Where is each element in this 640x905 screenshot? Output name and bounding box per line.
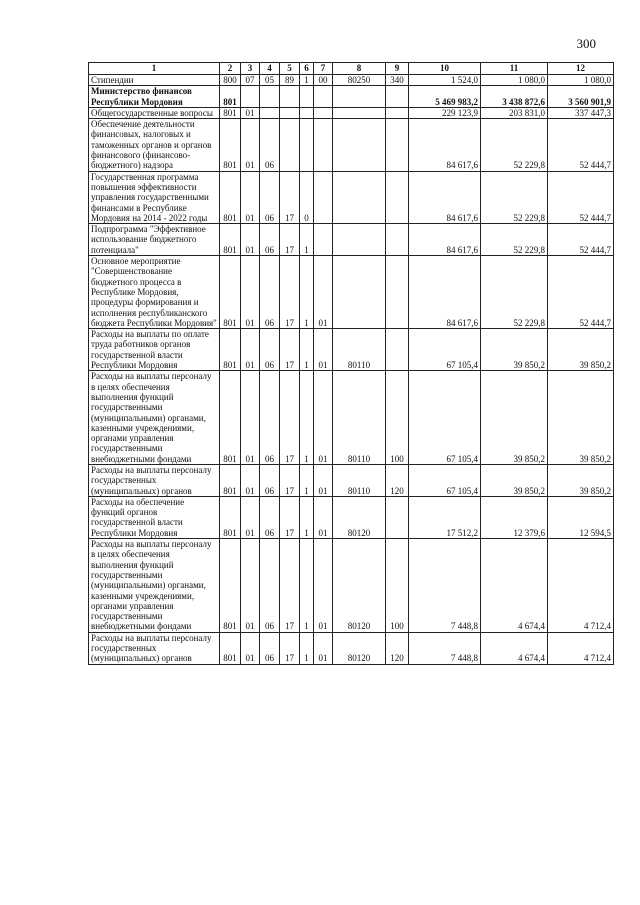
code-cell: 17 xyxy=(280,256,300,329)
page-number: 300 xyxy=(576,36,596,51)
amount-cell: 1 524,0 xyxy=(409,75,481,86)
column-header: 4 xyxy=(260,63,280,75)
code-cell xyxy=(314,224,333,256)
amount-cell: 52 229,8 xyxy=(481,224,548,256)
code-cell: 801 xyxy=(220,329,241,371)
row-name-cell: Министерство финансов Республики Мордовия xyxy=(89,86,220,108)
code-cell: 06 xyxy=(260,329,280,371)
code-cell xyxy=(333,119,386,171)
amount-cell: 3 438 872,6 xyxy=(481,86,548,108)
code-cell: 01 xyxy=(241,329,260,371)
row-name-cell: Общегосударственные вопросы xyxy=(89,107,220,118)
amount-cell: 39 850,2 xyxy=(481,464,548,496)
code-cell: 01 xyxy=(314,632,333,664)
code-cell: 00 xyxy=(314,75,333,86)
code-cell: 06 xyxy=(260,496,280,538)
code-cell: 801 xyxy=(220,632,241,664)
code-cell: 06 xyxy=(260,224,280,256)
amount-cell: 52 444,7 xyxy=(548,119,614,171)
row-name-cell: Государственная программа повышения эффективности управления государственными финансами в Республике Мордовия на 2014 - 2022 годы xyxy=(89,171,220,223)
code-cell xyxy=(260,107,280,118)
amount-cell: 12 379,6 xyxy=(481,496,548,538)
amount-cell: 229 123,9 xyxy=(409,107,481,118)
table-row xyxy=(89,464,614,496)
amount-cell: 39 850,2 xyxy=(548,371,614,465)
code-cell xyxy=(333,256,386,329)
code-cell: 120 xyxy=(386,632,409,664)
amount-cell: 4 674,4 xyxy=(481,632,548,664)
code-cell: 05 xyxy=(260,75,280,86)
table-row xyxy=(89,496,614,538)
amount-cell: 52 444,7 xyxy=(548,256,614,329)
code-cell: 01 xyxy=(314,256,333,329)
code-cell: 80120 xyxy=(333,496,386,538)
code-cell: 01 xyxy=(314,539,333,633)
row-name-cell: Подпрограмма "Эффективное использование бюджетного потенциала" xyxy=(89,224,220,256)
amount-cell: 3 560 901,9 xyxy=(548,86,614,108)
code-cell xyxy=(314,119,333,171)
code-cell: 01 xyxy=(241,496,260,538)
row-name-cell: Расходы на выплаты персоналу государственных (муниципальных) органов xyxy=(89,464,220,496)
code-cell: 1 xyxy=(300,256,314,329)
code-cell xyxy=(386,86,409,108)
amount-cell: 84 617,6 xyxy=(409,119,481,171)
code-cell: 01 xyxy=(314,329,333,371)
table-row xyxy=(89,86,614,108)
amount-cell: 5 469 983,2 xyxy=(409,86,481,108)
code-cell xyxy=(386,256,409,329)
code-cell: 17 xyxy=(280,632,300,664)
amount-cell: 52 229,8 xyxy=(481,119,548,171)
row-name-cell: Стипендии xyxy=(89,75,220,86)
code-cell: 801 xyxy=(220,464,241,496)
code-cell xyxy=(333,171,386,223)
code-cell: 1 xyxy=(300,329,314,371)
code-cell: 06 xyxy=(260,171,280,223)
code-cell xyxy=(280,107,300,118)
column-header: 2 xyxy=(220,63,241,75)
code-cell: 801 xyxy=(220,107,241,118)
code-cell: 01 xyxy=(314,464,333,496)
code-cell: 1 xyxy=(300,75,314,86)
code-cell: 80110 xyxy=(333,329,386,371)
code-cell: 1 xyxy=(300,496,314,538)
amount-cell: 67 105,4 xyxy=(409,464,481,496)
amount-cell: 52 229,8 xyxy=(481,171,548,223)
code-cell: 17 xyxy=(280,496,300,538)
code-cell: 1 xyxy=(300,539,314,633)
code-cell: 800 xyxy=(220,75,241,86)
table-row xyxy=(89,329,614,371)
code-cell: 100 xyxy=(386,539,409,633)
code-cell: 06 xyxy=(260,632,280,664)
row-name-cell: Расходы на выплаты персоналу в целях обеспечения выполнения функций государственными (муниципальными) органами, казенными учреждениями, органами управления государственными внебюджетными фондами xyxy=(89,371,220,465)
amount-cell: 39 850,2 xyxy=(548,464,614,496)
row-name-cell: Расходы на обеспечение функций органов государственной власти Республики Мордовия xyxy=(89,496,220,538)
code-cell: 06 xyxy=(260,539,280,633)
code-cell xyxy=(314,107,333,118)
column-header: 6 xyxy=(300,63,314,75)
column-header: 11 xyxy=(481,63,548,75)
amount-cell: 1 080,0 xyxy=(481,75,548,86)
amount-cell: 52 229,8 xyxy=(481,256,548,329)
code-cell: 801 xyxy=(220,224,241,256)
table-row xyxy=(89,632,614,664)
code-cell xyxy=(386,171,409,223)
table-row xyxy=(89,371,614,465)
code-cell: 01 xyxy=(241,539,260,633)
amount-cell: 67 105,4 xyxy=(409,329,481,371)
code-cell: 07 xyxy=(241,75,260,86)
amount-cell: 337 447,3 xyxy=(548,107,614,118)
code-cell: 01 xyxy=(241,224,260,256)
code-cell: 801 xyxy=(220,86,241,108)
row-name-cell: Расходы на выплаты персоналу в целях обеспечения выполнения функций государственными (муниципальными) органами, казенными учреждениями, органами управления государственными внебюджетными фондами xyxy=(89,539,220,633)
column-header: 3 xyxy=(241,63,260,75)
code-cell: 17 xyxy=(280,539,300,633)
amount-cell: 39 850,2 xyxy=(548,329,614,371)
code-cell xyxy=(280,119,300,171)
code-cell: 17 xyxy=(280,464,300,496)
table-row xyxy=(89,539,614,633)
amount-cell: 203 831,0 xyxy=(481,107,548,118)
code-cell: 100 xyxy=(386,371,409,465)
code-cell xyxy=(333,107,386,118)
code-cell xyxy=(386,329,409,371)
code-cell xyxy=(386,119,409,171)
budget-table xyxy=(88,62,614,665)
code-cell: 80250 xyxy=(333,75,386,86)
code-cell: 1 xyxy=(300,224,314,256)
code-cell: 0 xyxy=(300,171,314,223)
code-cell: 801 xyxy=(220,256,241,329)
amount-cell: 12 594,5 xyxy=(548,496,614,538)
code-cell: 80110 xyxy=(333,464,386,496)
table-row xyxy=(89,224,614,256)
code-cell xyxy=(314,86,333,108)
code-cell xyxy=(260,86,280,108)
column-header: 1 xyxy=(89,63,220,75)
table-row xyxy=(89,107,614,118)
code-cell: 1 xyxy=(300,632,314,664)
code-cell: 17 xyxy=(280,329,300,371)
code-cell xyxy=(386,224,409,256)
code-cell: 80120 xyxy=(333,539,386,633)
code-cell: 01 xyxy=(314,371,333,465)
amount-cell: 84 617,6 xyxy=(409,171,481,223)
table-row xyxy=(89,171,614,223)
amount-cell: 52 444,7 xyxy=(548,171,614,223)
code-cell: 17 xyxy=(280,224,300,256)
amount-cell: 4 712,4 xyxy=(548,539,614,633)
amount-cell: 1 080,0 xyxy=(548,75,614,86)
code-cell: 06 xyxy=(260,119,280,171)
table-row xyxy=(89,256,614,329)
column-header: 7 xyxy=(314,63,333,75)
table-header-row xyxy=(89,63,614,75)
column-header: 9 xyxy=(386,63,409,75)
code-cell: 01 xyxy=(241,464,260,496)
column-header: 8 xyxy=(333,63,386,75)
code-cell: 01 xyxy=(241,171,260,223)
code-cell: 17 xyxy=(280,171,300,223)
code-cell: 01 xyxy=(241,107,260,118)
code-cell: 801 xyxy=(220,119,241,171)
code-cell: 01 xyxy=(241,256,260,329)
code-cell xyxy=(314,171,333,223)
code-cell xyxy=(333,224,386,256)
code-cell: 1 xyxy=(300,464,314,496)
code-cell xyxy=(300,86,314,108)
code-cell: 801 xyxy=(220,371,241,465)
amount-cell: 7 448,8 xyxy=(409,632,481,664)
code-cell: 340 xyxy=(386,75,409,86)
amount-cell: 52 444,7 xyxy=(548,224,614,256)
amount-cell: 84 617,6 xyxy=(409,256,481,329)
code-cell: 801 xyxy=(220,171,241,223)
code-cell xyxy=(386,107,409,118)
code-cell: 80110 xyxy=(333,371,386,465)
code-cell: 01 xyxy=(241,371,260,465)
code-cell: 80120 xyxy=(333,632,386,664)
code-cell xyxy=(300,119,314,171)
amount-cell: 4 674,4 xyxy=(481,539,548,633)
code-cell xyxy=(333,86,386,108)
code-cell: 801 xyxy=(220,496,241,538)
code-cell: 89 xyxy=(280,75,300,86)
table-row xyxy=(89,75,614,86)
amount-cell: 67 105,4 xyxy=(409,371,481,465)
code-cell: 06 xyxy=(260,464,280,496)
table-row xyxy=(89,119,614,171)
code-cell xyxy=(241,86,260,108)
row-name-cell: Расходы на выплаты персоналу государственных (муниципальных) органов xyxy=(89,632,220,664)
code-cell: 01 xyxy=(314,496,333,538)
amount-cell: 4 712,4 xyxy=(548,632,614,664)
code-cell: 01 xyxy=(241,632,260,664)
column-header: 10 xyxy=(409,63,481,75)
row-name-cell: Обеспечение деятельности финансовых, налоговых и таможенных органов и органов финансового (финансово-бюджетного) надзора xyxy=(89,119,220,171)
amount-cell: 7 448,8 xyxy=(409,539,481,633)
code-cell: 06 xyxy=(260,256,280,329)
column-header: 12 xyxy=(548,63,614,75)
code-cell: 17 xyxy=(280,371,300,465)
row-name-cell: Основное мероприятие "Совершенствование бюджетного процесса в Республике Мордовия, процедуры формирования и исполнения республиканского бюджета Республики Мордовия" xyxy=(89,256,220,329)
code-cell: 801 xyxy=(220,539,241,633)
column-header: 5 xyxy=(280,63,300,75)
row-name-cell: Расходы на выплаты по оплате труда работников органов государственной власти Республики Мордовия xyxy=(89,329,220,371)
code-cell: 1 xyxy=(300,371,314,465)
code-cell: 120 xyxy=(386,464,409,496)
amount-cell: 39 850,2 xyxy=(481,329,548,371)
code-cell xyxy=(280,86,300,108)
amount-cell: 17 512,2 xyxy=(409,496,481,538)
code-cell: 01 xyxy=(241,119,260,171)
code-cell xyxy=(300,107,314,118)
amount-cell: 84 617,6 xyxy=(409,224,481,256)
code-cell xyxy=(386,496,409,538)
code-cell: 06 xyxy=(260,371,280,465)
amount-cell: 39 850,2 xyxy=(481,371,548,465)
